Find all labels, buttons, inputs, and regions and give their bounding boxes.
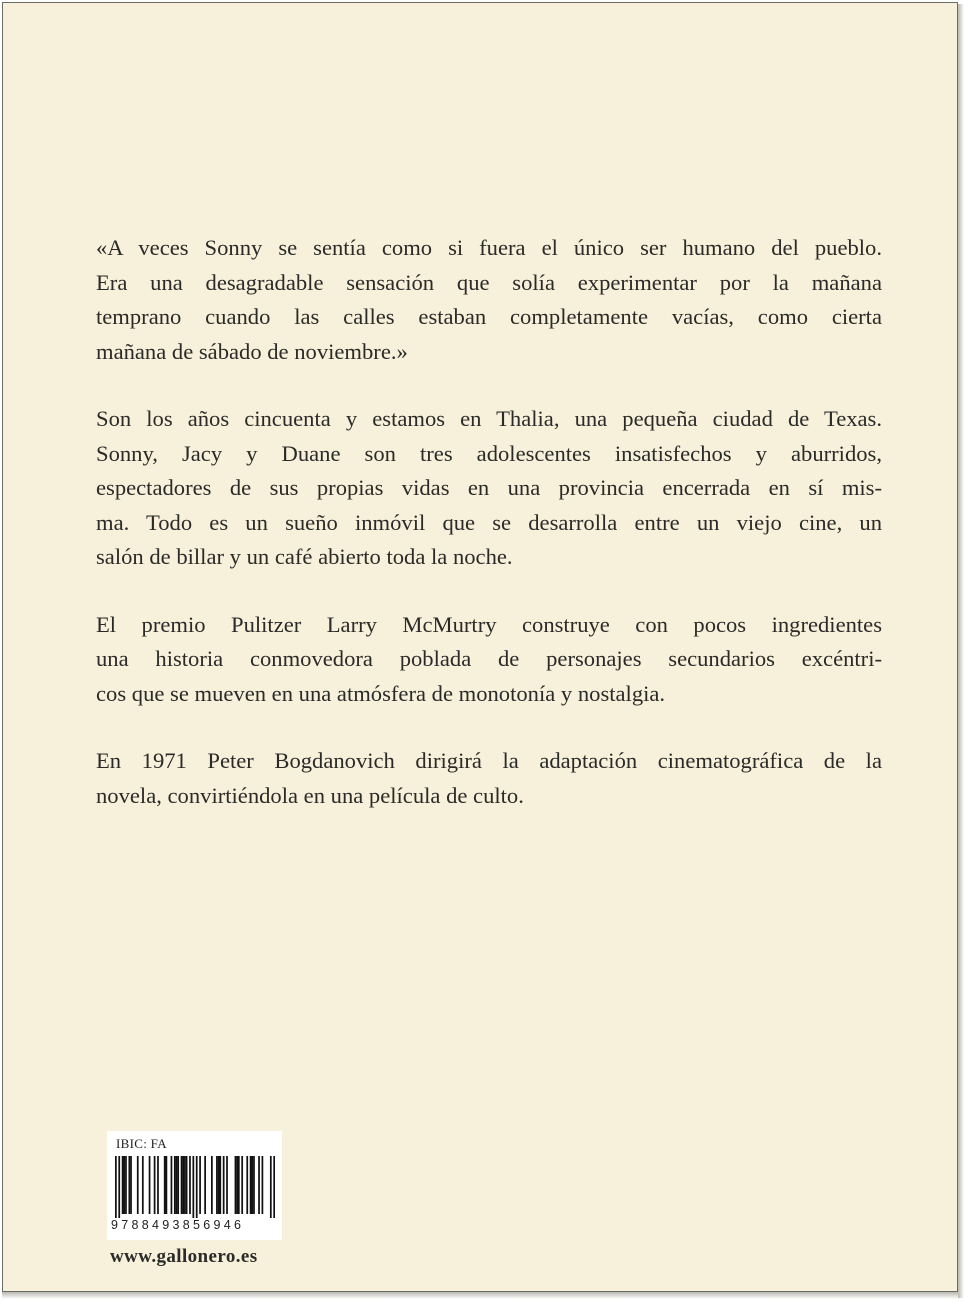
text-line: Sonny, Jacy y Duane son tres adolescentes insatisfechos y aburridos, (96, 440, 882, 466)
text-line: mañana de sábado de noviembre.» (96, 338, 408, 364)
film-paragraph (96, 744, 882, 813)
barcode-bar (218, 1156, 220, 1214)
synopsis-paragraph (96, 402, 882, 575)
barcode-bar (251, 1156, 253, 1214)
barcode-bar (273, 1156, 275, 1218)
barcode-bar (142, 1156, 144, 1214)
page-edge-shadow (2, 1292, 960, 1299)
barcode-bar (166, 1156, 168, 1214)
text-line: Son los años cincuenta y estamos en Thalia, una pequeña ciudad de Texas. (96, 406, 882, 431)
barcode-bar (137, 1156, 139, 1214)
barcode-bar (216, 1156, 218, 1214)
quote-paragraph (96, 231, 882, 369)
barcode-bar (192, 1156, 194, 1218)
barcode-bar (250, 1156, 252, 1214)
ibic-code: IBIC: FA (116, 1136, 167, 1151)
barcode-bar (241, 1156, 243, 1214)
barcode-bar (235, 1156, 237, 1214)
barcode-bar (118, 1156, 120, 1218)
text-line: En 1971 Peter Bogdanovich dirigirá la adaptación cinematográfica de la (96, 748, 882, 773)
back-cover (2, 2, 958, 1292)
barcode-bar (174, 1156, 176, 1214)
barcode-bar (154, 1156, 156, 1214)
barcode-bar (125, 1156, 127, 1214)
barcode-bar (122, 1156, 124, 1214)
barcode-bar (164, 1156, 166, 1214)
barcode-bar (211, 1156, 213, 1214)
barcode-bar (130, 1156, 132, 1214)
barcode-bar (171, 1156, 173, 1214)
barcode-bar (149, 1156, 151, 1214)
barcode-bar (258, 1156, 260, 1214)
barcode-bar (123, 1156, 125, 1214)
author-paragraph (96, 608, 882, 712)
text-line: novela, convirtiéndola en una película de culto. (96, 782, 524, 808)
barcode-icon (115, 1156, 275, 1218)
barcode-bar (270, 1156, 272, 1218)
barcode-bar (182, 1156, 184, 1214)
barcode-bar (223, 1156, 225, 1214)
barcode-bar (199, 1156, 201, 1214)
barcode-bar (176, 1156, 178, 1214)
text-line: Era una desagradable sensación que solía experimentar por la mañana (96, 269, 882, 295)
barcode-bar (186, 1156, 188, 1214)
barcode-bar (246, 1156, 248, 1214)
barcode-bar (181, 1156, 183, 1214)
barcode-bar (236, 1156, 238, 1214)
barcode-bar (219, 1156, 221, 1214)
barcode-bar (115, 1156, 117, 1218)
barcode-bar (204, 1156, 206, 1214)
publisher-website: www.gallonero.es (110, 1246, 258, 1267)
text-line: cos que se mueven en una atmósfera de monotonía y nostalgia. (96, 680, 666, 706)
text-line: ma. Todo es un sueño inmóvil que se desarrolla entre un viejo cine, un (96, 509, 882, 535)
isbn-number: 9788493856946 (111, 1218, 245, 1232)
barcode-bar (262, 1156, 264, 1214)
barcode-bar (128, 1156, 130, 1214)
barcode-bar (226, 1156, 228, 1214)
barcode-bar (157, 1156, 159, 1214)
barcode-bar (177, 1156, 179, 1214)
barcode-bar (238, 1156, 240, 1214)
barcode-bar (196, 1156, 198, 1218)
text-line: El premio Pulitzer Larry McMurtry construye con pocos ingredientes (96, 611, 882, 637)
text-line: «A veces Sonny se sentía como si fuera el único ser humano del pueblo. (96, 235, 882, 260)
barcode-bar (184, 1156, 186, 1214)
barcode-label (107, 1131, 282, 1240)
barcode-bar (253, 1156, 255, 1214)
blurb-text (96, 231, 882, 846)
text-line: salón de billar y un café abierto toda la noche. (96, 544, 513, 569)
barcode-bar (189, 1156, 191, 1214)
page-edge-shadow-right (958, 4, 964, 1298)
text-line: una historia conmovedora poblada de personajes secundarios excéntri- (96, 646, 882, 671)
text-line: espectadores de sus propias vidas en una provincia encerrada en sí mis- (96, 475, 882, 500)
text-line: temprano cuando las calles estaban completamente vacías, como cierta (96, 304, 882, 329)
